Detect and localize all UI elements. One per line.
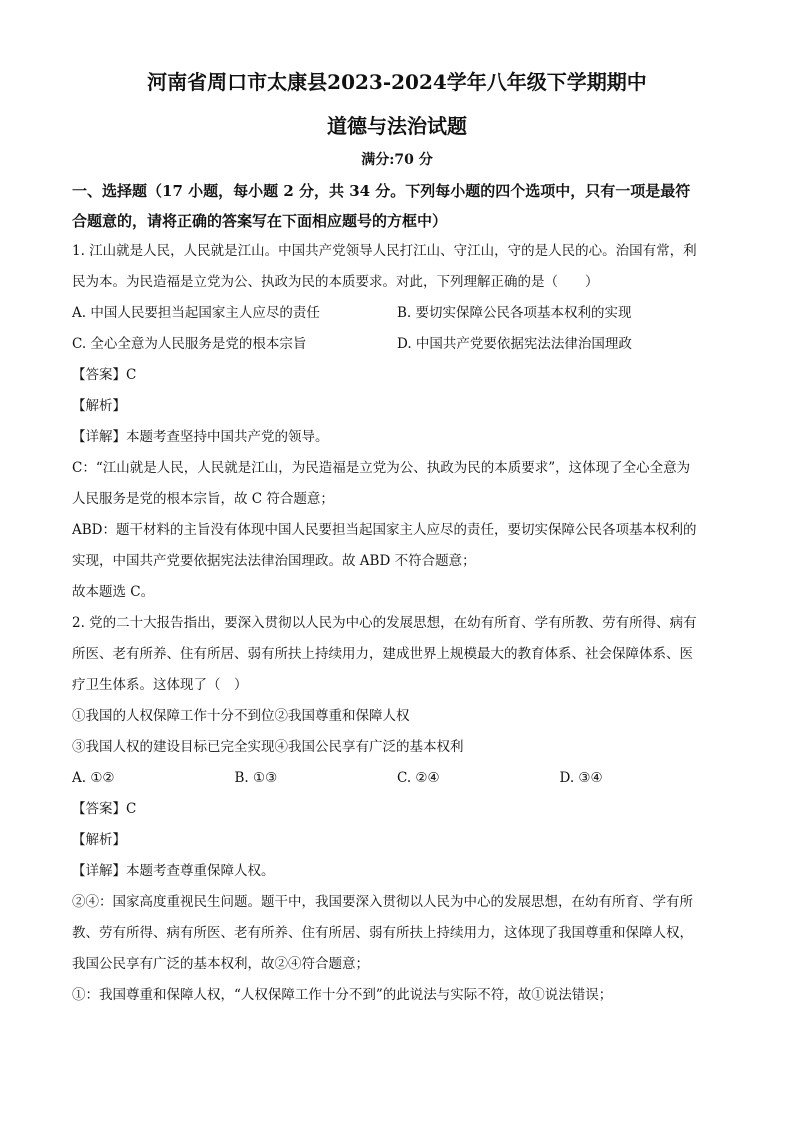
q2-option-c: C. ②④ (397, 770, 440, 786)
q1-option-b: B. 要切实保障公民各项基本权利的实现 (397, 305, 632, 321)
q2-stem-line1: 2. 党的二十大报告指出，要深入贯彻以人民为中心的发展思想，在幼有所育、学有所教、劳有所得、病有 (72, 615, 697, 631)
section-heading-line1: 一、选择题（17 小题，每小题 2 分，共 34 分。下列每小题的四个选项中，只有一项是最符 (72, 182, 691, 200)
q1-explanation1-line1: C：“江山就是人民，人民就是江山，为民造福是立党为公、执政为民的本质要求”，这体现了全心全意为 (72, 460, 691, 476)
q2-explanation2-line1: ①：我国尊重和保障人权，“人权保障工作十分不到”的此说法与实际不符，故①说法错误； (72, 987, 613, 1003)
q1-detail: 【详解】本题考查坚持中国共产党的领导。 (72, 429, 329, 445)
question-1 (72, 236, 722, 608)
q1-options (72, 298, 722, 360)
q1-explanation1-line2: 人民服务是党的根本宗旨，故 C 符合题意； (72, 491, 334, 507)
q1-explanation2-line1: ABD：题干材料的主旨没有体现中国人民要担当起国家主人应尽的责任，要切实保障公民各项基本权利的 (72, 522, 697, 538)
total-score: 满分:70 分 (361, 152, 433, 168)
q1-option-a: A. 中国人民要担当起国家主人应尽的责任 (72, 305, 320, 321)
q2-stem-line2: 所医、老有所养、住有所居、弱有所扶上持续用力，建成世界上规模最大的教育体系、社会保障体系、医 (72, 646, 693, 662)
exam-title-line2: 道德与法治试题 (327, 114, 467, 138)
q1-explanation2-line2: 实现，中国共产党要依据宪法法律治国理政。故 ABD 不符合题意； (72, 553, 476, 569)
q2-options (72, 763, 722, 794)
q2-analysis-label: 【解析】 (72, 832, 126, 848)
q1-stem-line2: 民为本。为民造福是立党为公、执政为民的本质要求。对此，下列理解正确的是（ ） (72, 274, 599, 290)
q2-answer: 【答案】C (72, 801, 137, 817)
q1-stem-line1: 1. 江山就是人民，人民就是江山。中国共产党领导人民打江山、守江山，守的是人民的心。治国有常，利 (72, 243, 697, 259)
q2-items-line2: ③我国人权的建设目标已完全实现④我国公民享有广泛的基本权利 (72, 739, 464, 755)
q2-items-line1: ①我国的人权保障工作十分不到位②我国尊重和保障人权 (72, 708, 410, 724)
q2-explanation1-line1: ②④：国家高度重视民生问题。题干中，我国要深入贯彻以人民为中心的发展思想，在幼有所育、学有所 (72, 894, 693, 910)
q1-conclusion: 故本题选 C。 (72, 584, 155, 600)
exam-title-line1: 河南省周口市太康县2023-2024学年八年级下学期期中 (147, 70, 647, 94)
q1-answer: 【答案】C (72, 367, 137, 383)
question-2 (72, 608, 722, 1011)
q1-analysis-label: 【解析】 (72, 398, 126, 414)
section-heading-line2: 合题意的，请将正确的答案写在下面相应题号的方框中） (72, 212, 448, 230)
q2-option-b: B. ①③ (234, 770, 278, 786)
q2-explanation1-line2: 教、劳有所得、病有所医、老有所养、住有所居、弱有所扶上持续用力，这体现了我国尊重和保障人权， (72, 925, 693, 941)
q2-stem-line3: 疗卫生体系。这体现了（ ） (72, 677, 248, 693)
q2-explanation1-line3: 我国公民享有广泛的基本权利，故②④符合题意； (72, 956, 369, 972)
q1-option-d: D. 中国共产党要依据宪法法律治国理政 (397, 336, 632, 352)
q2-option-d: D. ③④ (559, 770, 603, 786)
section-heading (72, 176, 722, 236)
q2-option-a: A. ①② (72, 770, 115, 786)
q2-detail: 【详解】本题考查尊重保障人权。 (72, 863, 275, 879)
q1-option-c: C. 全心全意为人民服务是党的根本宗旨 (72, 336, 307, 352)
